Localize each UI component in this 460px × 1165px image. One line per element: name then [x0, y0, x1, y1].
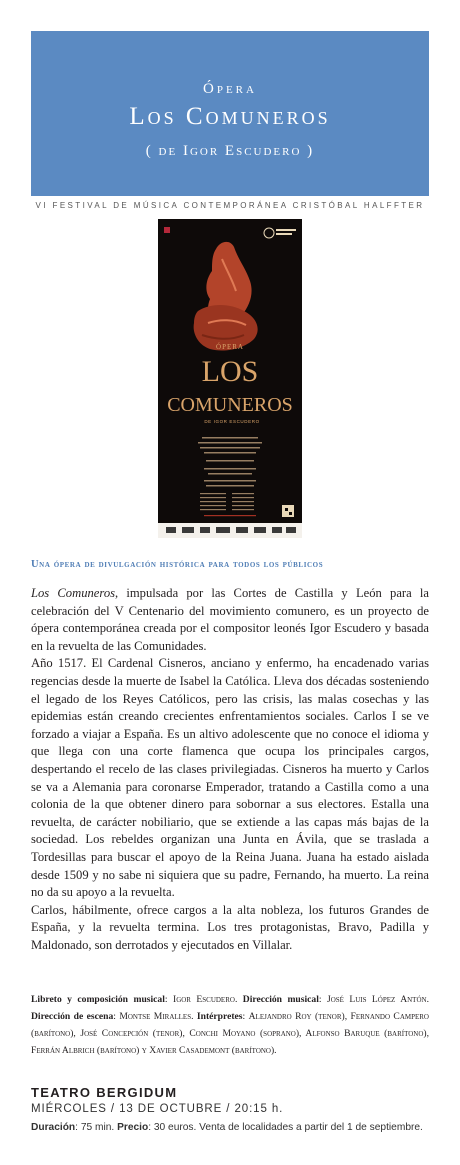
duration-value: : 75 min.: [75, 1122, 118, 1133]
price-value: : 30 euros. Venta de localidades a partir del 1 de septiembre.: [148, 1122, 423, 1133]
credit-libretto-label: Libreto y composición musical: [31, 994, 165, 1005]
credit-direction-value: José Luis López Antón: [326, 994, 427, 1005]
poster-logo-left: [164, 227, 170, 233]
header-banner: [31, 31, 429, 196]
credit-libretto-value: Igor Escudero: [173, 994, 235, 1005]
credit-stage-label: Dirección de escena: [31, 1011, 114, 1022]
event-date: MIÉRCOLES / 13 DE OCTUBRE / 20:15 h.: [31, 1103, 284, 1115]
paragraph-intro: [31, 585, 429, 655]
header-subtitle: ( de Igor Escudero ): [145, 143, 315, 159]
credit-performers-label: Intérpretes: [196, 1011, 243, 1022]
price-label: Precio: [117, 1122, 149, 1133]
duration-label: Duración: [31, 1122, 76, 1133]
paragraph-story: Año 1517. El Cardenal Cisneros, anciano y enfermo, ha encadenado varias regencias desde la muerte de Isabel la Católica. Lleva dos décadas sosteniendo el legado de los Reyes Católicos, pero las crisis, las malas cosechas y las epidemias están creando crecientes enfrentamientos sociales. Carlos I se ve forzado a viajar a España. Es un altivo adolescente que no conoce el idioma y que llega con una corte flamenca que ocupa los principales cargos, despertando el recelo de las clases privilegiadas. Cisneros ha muerto y Carlos se va a Alemania para coronarse Emperador, tratando a Castilla como a una colonia de la que obtener dinero para sobornar a sus electores. Estalla una revuelta, de carácter nobiliario, que se extiende a las capas más bajas de la sociedad. Los rebeldes organizan una Junta en Ávila, que se traslada a Tordesillas para buscar el apoyo de la Reina Juana. Juana ha estado aislada desde 1509 y no sabe ni siquiera que su padre, Fernando, ha muerto. La reina no da su apoyo a la revuelta.: [31, 656, 429, 900]
credits: Libreto y composición musical: Igor Escudero. Dirección musical: José Luis López Antón. Dirección de escena: Montse Miralles. Intérpretes: Alejandro Roy (tenor), Fernando Campero (barítono), José Concepción (tenor), Conchi Moyano (soprano), Alfonso Baruque (barítono), Ferrán Albrich (barítono) y Xavier Casademont (barítono).: [31, 994, 429, 1056]
credit-stage-value: Montse Miralles: [119, 1011, 192, 1022]
festival-name: VI FESTIVAL DE MÚSICA CONTEMPORÁNEA CRISTÓBAL HALFFTER: [35, 201, 425, 210]
header-kicker: Ópera: [203, 81, 257, 97]
paragraph-intro-text: , impulsada por las Cortes de Castilla y León para la celebración del V Centenario del movimiento comunero, es un proyecto de ópera contemporánea creada por el compositor leonés Igor Escudero y basada en la revuelta de las Comunidades.: [31, 586, 429, 653]
opera-poster: [158, 219, 302, 538]
poster-kicker: ÓPERA: [216, 343, 244, 351]
venue-name: TEATRO BERGIDUM: [31, 1085, 178, 1100]
header-title: Los Comuneros: [129, 103, 331, 130]
poster-author: DE IGOR ESCUDERO: [204, 419, 260, 424]
paragraph-ending: Carlos, hábilmente, ofrece cargos a la alta nobleza, los futuros Grandes de España, y la revuelta termina. Los tres protagonistas, Bravo, Padilla y Maldonado, son derrotados y ejecutados en Villalar.: [31, 902, 429, 952]
event-info: [31, 1122, 441, 1133]
opera-title-italic: Los Comuneros: [31, 586, 116, 600]
poster-title-line1: LOS: [201, 355, 259, 388]
credit-direction-label: Dirección musical: [242, 994, 319, 1005]
poster-title-line2: COMUNEROS: [167, 394, 293, 416]
article-body: [31, 585, 429, 954]
tagline: Una ópera de divulgación histórica para todos los públicos: [31, 559, 324, 570]
credit-performers-value: Alejandro Roy (tenor), Fernando Campero (barítono), José Concepción (tenor), Conchi Moyano (soprano), Alfonso Baruque (barítono), Ferrán Albrich (barítono) y Xavier Casademont (barítono).: [31, 1011, 429, 1056]
